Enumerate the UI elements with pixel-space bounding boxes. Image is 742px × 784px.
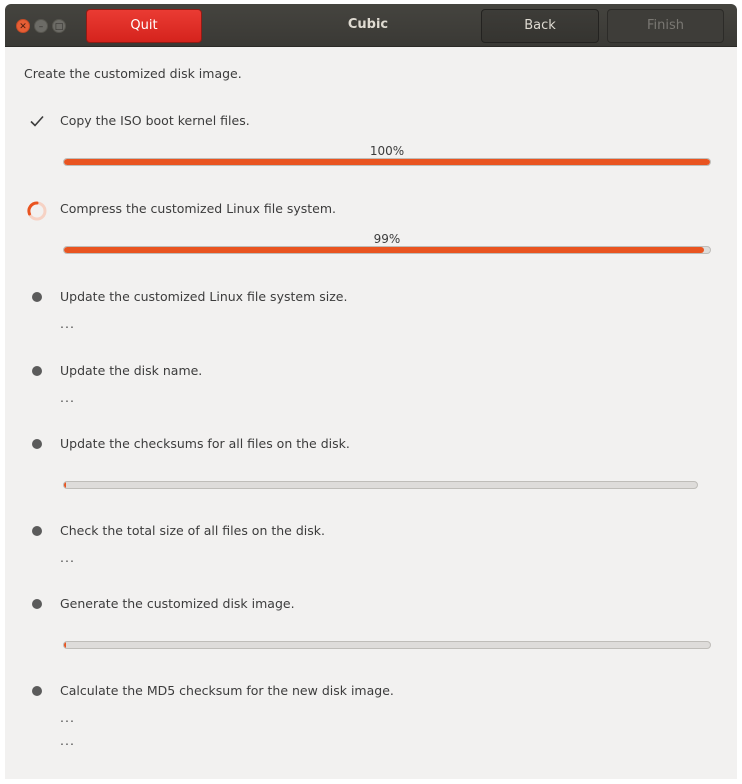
progress-fill	[64, 642, 66, 648]
checkmark-icon	[29, 113, 45, 129]
progress-bar	[63, 641, 711, 649]
step-label: Check the total size of all files on the disk.	[60, 523, 325, 538]
progress-text: 100%	[369, 144, 405, 158]
step-label: Update the customized Linux file system size.	[60, 289, 348, 304]
bullet-icon	[32, 686, 42, 696]
bullet-icon	[32, 439, 42, 449]
step-label: Generate the customized disk image.	[60, 596, 295, 611]
progress-fill	[64, 247, 704, 253]
progress-bar	[63, 246, 711, 254]
step-detail: ...	[60, 316, 75, 331]
quit-button[interactable]: Quit	[86, 9, 202, 43]
step-label: Calculate the MD5 checksum for the new disk image.	[60, 683, 394, 698]
progress-bar	[63, 158, 711, 166]
step-label: Compress the customized Linux file system.	[60, 201, 337, 216]
step-label: Update the checksums for all files on the disk.	[60, 436, 350, 451]
minimize-icon[interactable]: –	[34, 19, 48, 33]
progress-fill	[64, 159, 710, 165]
progress-bar	[63, 481, 698, 489]
back-button[interactable]: Back	[481, 9, 599, 43]
step-detail: ...	[60, 733, 75, 748]
window-title: Cubic	[347, 17, 389, 32]
header-bar	[5, 4, 737, 47]
bullet-icon	[32, 526, 42, 536]
progress-fill	[64, 482, 66, 488]
bullet-icon	[32, 366, 42, 376]
finish-button: Finish	[607, 9, 724, 43]
page-heading: Create the customized disk image.	[24, 66, 242, 81]
step-detail: ...	[60, 710, 75, 725]
spinner-icon	[26, 200, 48, 222]
bullet-icon	[32, 292, 42, 302]
step-label: Update the disk name.	[60, 363, 203, 378]
step-label: Copy the ISO boot kernel files.	[60, 113, 250, 128]
step-detail: ...	[60, 390, 75, 405]
maximize-icon[interactable]: □	[52, 19, 66, 33]
step-detail: ...	[60, 550, 75, 565]
cubic-window	[5, 4, 737, 779]
close-icon[interactable]: ✕	[16, 19, 30, 33]
bullet-icon	[32, 599, 42, 609]
progress-text: 99%	[373, 232, 401, 246]
